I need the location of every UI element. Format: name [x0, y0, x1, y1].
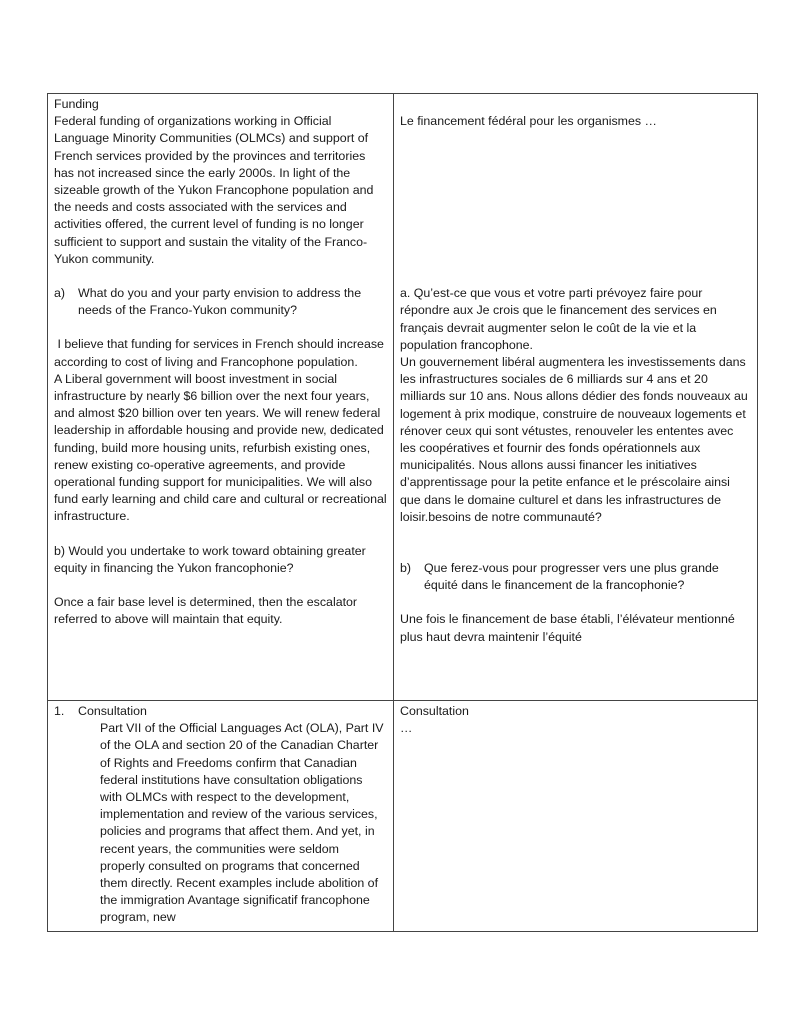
funding-french-cell — [394, 94, 758, 701]
consultation-heading-line — [54, 703, 387, 720]
funding-intro-french: Le financement fédéral pour les organismes … — [400, 114, 657, 128]
consultation-heading-french: Consultation — [400, 704, 469, 718]
funding-heading: Funding — [54, 97, 99, 111]
question-a-marker: a) — [54, 286, 66, 301]
question-b: b) Would you undertake to work toward obtaining greater equity in financing the Yukon francophonie? — [54, 543, 366, 575]
consultation-body-french: … — [400, 721, 413, 736]
question-a-french: a. Qu’est-ce que vous et votre parti prévoyez faire pour répondre aux Je crois que le financement des services en français devrait augmenter selon le coût de la vie et la population francophone. — [400, 286, 717, 352]
document-table — [47, 93, 758, 932]
consultation-french-cell — [394, 701, 758, 932]
funding-intro: Federal funding of organizations working in Official Language Minority Communities (OLMCs) and support of French services provided by the provinces and territories has not increased since the early 2000s. In light of the sizeable growth of the Yukon Francophone population and the needs and costs associated with the services and activities offered, the current level of funding is no longer sufficient to support and sustain the vitality of the Franco-Yukon community. — [54, 114, 374, 266]
funding-english-cell — [48, 94, 394, 701]
consultation-body: Part VII of the Official Languages Act (OLA), Part IV of the OLA and section 20 of the Canadian Charter of Rights and Freedoms confirm that Canadian federal institutions have consultation obligations with OLMCs with respect to the development, implementation and review of the various services, policies and programs that affect them. And yet, in recent years, the communities were seldom properly consulted on programs that concerned them directly. Recent examples include abolition of the immigration Avantage significatif francophone program, new — [100, 721, 384, 925]
question-b-french-text: Que ferez-vous pour progresser vers une plus grande équité dans le financement de la francophonie? — [424, 561, 719, 593]
consultation-english-cell — [48, 701, 394, 932]
answer-b-french: Une fois le financement de base établi, l’élévateur mentionné plus haut devra maintenir l’équité — [400, 612, 735, 644]
question-a-text: What do you and your party envision to address the needs of the Franco-Yukon community? — [78, 286, 362, 318]
consultation-number: 1. — [54, 704, 65, 718]
answer-a-french: Un gouvernement libéral augmentera les investissements dans les infrastructures sociales de 6 milliards sur 4 ans et 20 milliards sur 10 ans. Nous allons dédier des fonds nouveaux au logement à prix modique, construire de nouveaux logements et rénover ceux qui sont vétustes, renouveler les ententes avec les coopératives et fournir des fonds opérationnels aux municipalités. Nous allons aussi financer les initiatives d’apprentissage pour la petite enfance et le préscolaire ainsi que dans le domaine culturel et dans les infrastructures de loisir.besoins de notre communauté? — [400, 355, 748, 524]
answer-b: Once a fair base level is determined, then the escalator referred to above will maintain that equity. — [54, 595, 358, 627]
consultation-heading: Consultation — [78, 704, 147, 718]
funding-row — [48, 94, 758, 701]
answer-a-paragraph-1: I believe that funding for services in French should increase according to cost of living and Francophone population. — [54, 337, 388, 369]
question-b-french-block — [400, 560, 751, 594]
consultation-row — [48, 701, 758, 932]
question-a — [54, 285, 387, 319]
answer-a-paragraph-2: A Liberal government will boost investment in social infrastructure by nearly $6 billion over the next four years, and almost $20 billion over ten years. We will renew federal leadership in affordable housing and provide new, dedicated funding, build more housing units, refurbish existing ones, renew existing co-operative agreements, and provide operational funding support for municipalities. We will also fund early learning and child care and cultural or recreational infrastructure. — [54, 371, 387, 524]
question-b-french-marker: b) — [400, 561, 412, 576]
